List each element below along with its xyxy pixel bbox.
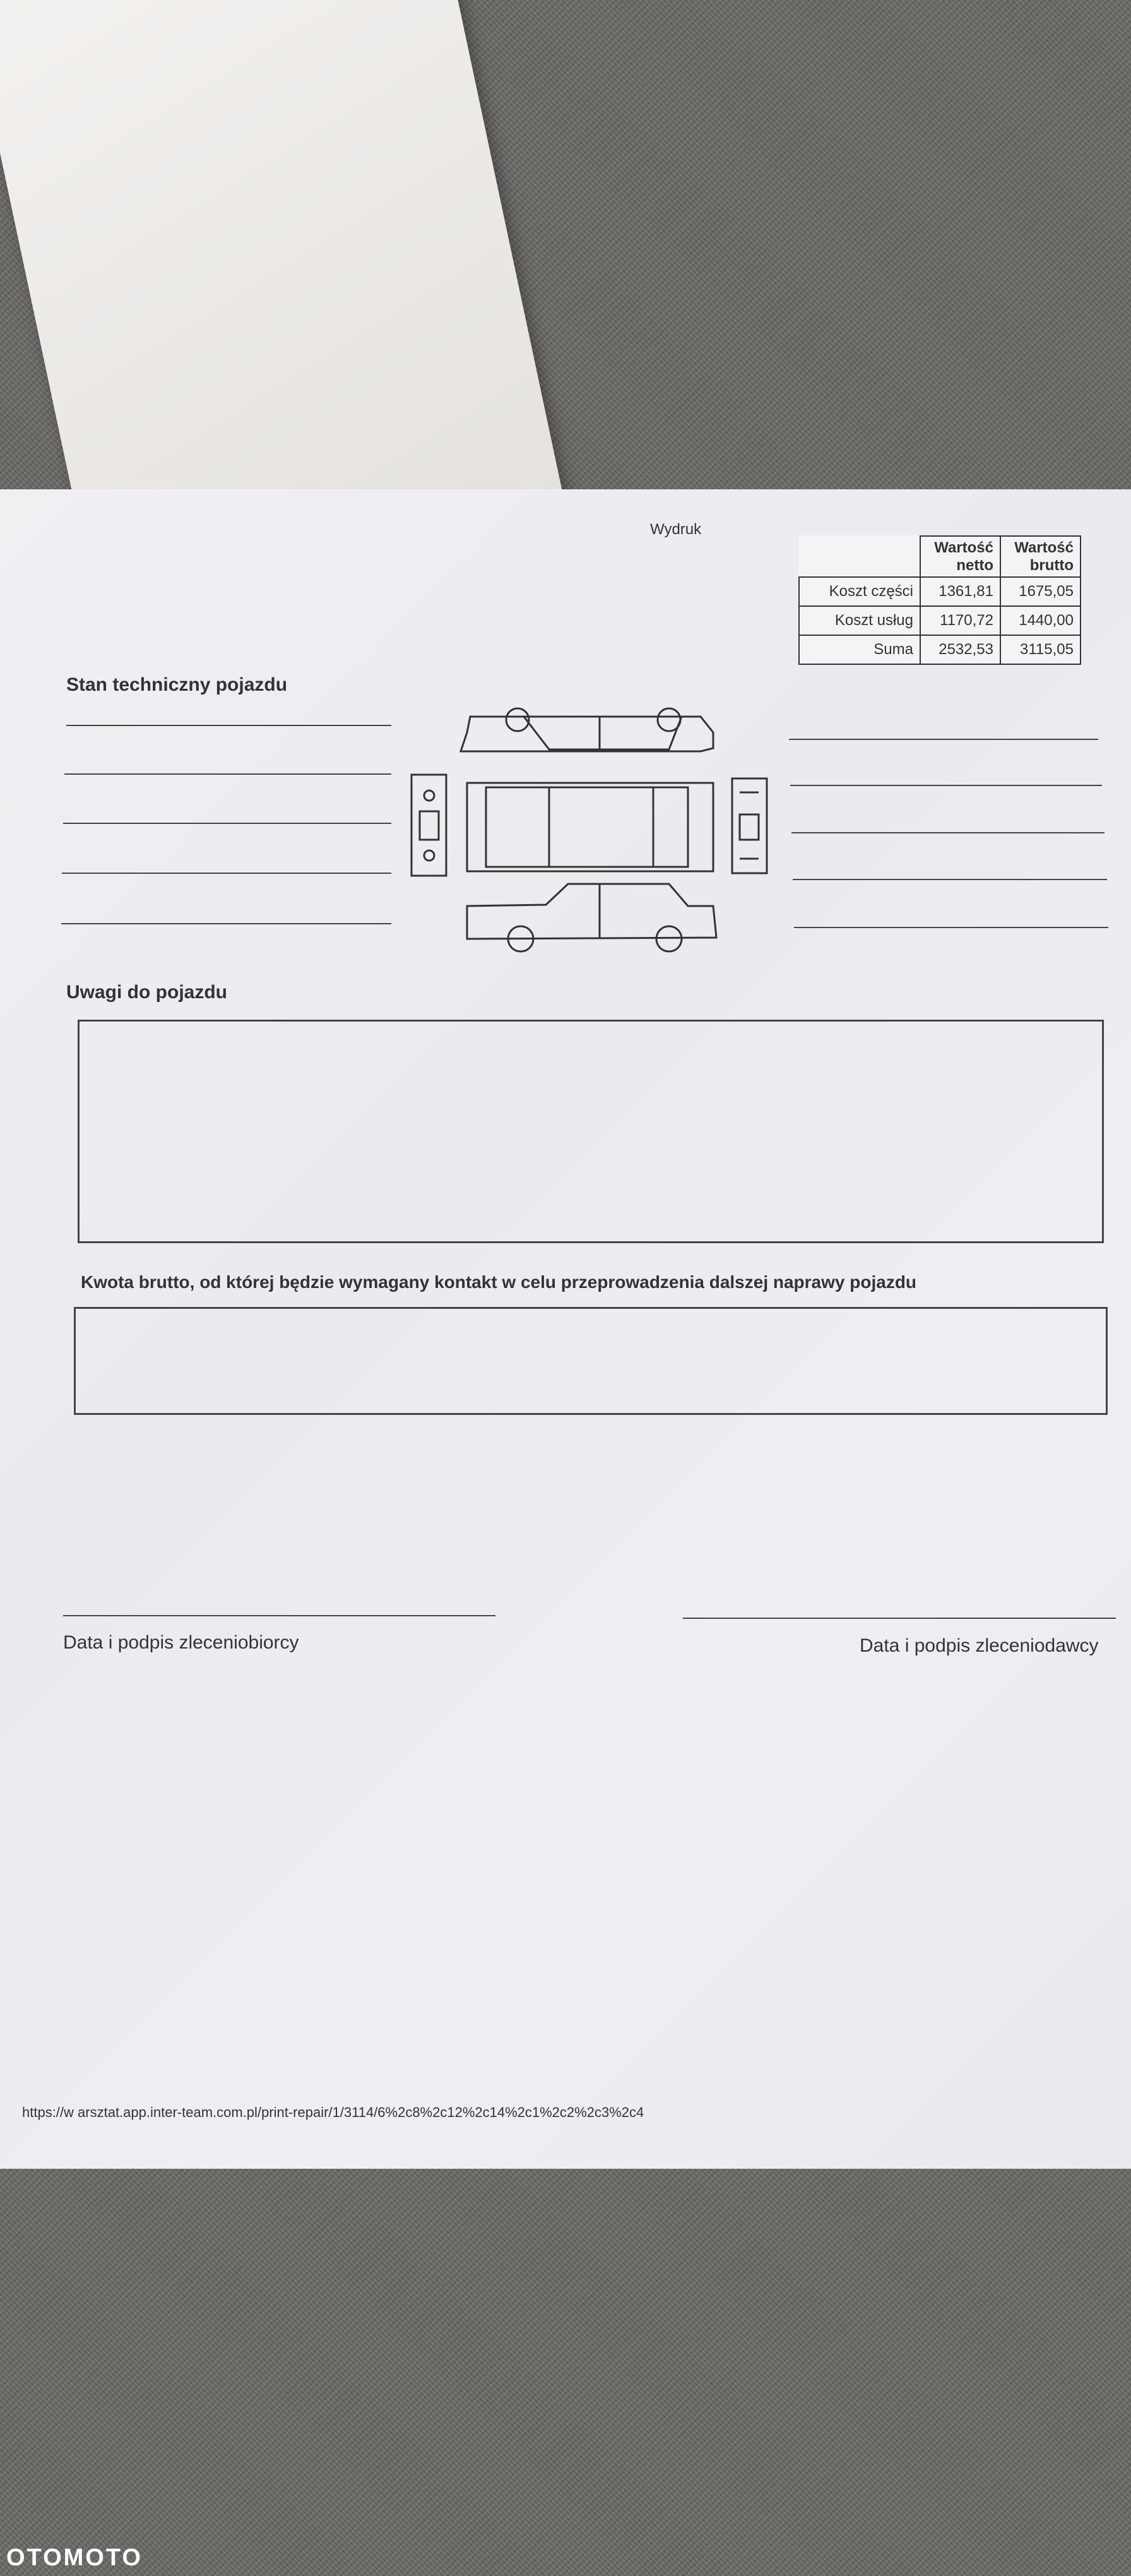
signature-label-client: Data i podpis zleceniodawcy: [860, 1635, 1099, 1656]
section-vehicle-notes: Uwagi do pojazdu: [66, 982, 227, 1003]
row-netto: 1170,72: [920, 606, 1000, 635]
gross-amount-box[interactable]: [74, 1307, 1108, 1415]
writing-line: [791, 832, 1104, 833]
section-technical-state: Stan techniczny pojazdu: [66, 674, 288, 695]
row-label: Suma: [799, 635, 920, 664]
header-netto: Wartość netto: [920, 536, 1000, 577]
vehicle-notes-box[interactable]: [78, 1020, 1104, 1243]
row-brutto: 1675,05: [1000, 577, 1081, 606]
cost-table: [798, 535, 1081, 665]
writing-line: [66, 725, 391, 726]
writing-line: [794, 927, 1108, 928]
writing-line: [793, 879, 1107, 880]
print-label: Wydruk: [650, 521, 702, 538]
table-row: [799, 635, 1081, 664]
signature-line-client: [683, 1618, 1116, 1619]
row-netto: 2532,53: [920, 635, 1000, 664]
table-row: [799, 606, 1081, 635]
writing-line: [64, 773, 391, 775]
otomoto-watermark: OTOMOTO: [6, 2544, 143, 2571]
signature-label-contractor: Data i podpis zleceniobiorcy: [63, 1632, 299, 1653]
row-brutto: 1440,00: [1000, 606, 1081, 635]
cost-table-corner: [799, 536, 920, 577]
row-label: Koszt części: [799, 577, 920, 606]
writing-line: [62, 873, 391, 874]
cost-table-header-row: [799, 536, 1081, 577]
row-label: Koszt usług: [799, 606, 920, 635]
row-netto: 1361,81: [920, 577, 1000, 606]
footer-url: https://w arsztat.app.inter-team.com.pl/print-repair/1/3114/6%2c8%2c12%2c14%2c1%2c2%2c3%2c4: [22, 2104, 644, 2120]
row-brutto: 3115,05: [1000, 635, 1081, 664]
writing-line: [789, 739, 1098, 740]
writing-line: [790, 785, 1102, 786]
header-brutto: Wartość brutto: [1000, 536, 1081, 577]
section-gross-amount: Kwota brutto, od której będzie wymagany kontakt w celu przeprowadzenia dalszej naprawy pojazdu: [81, 1272, 917, 1292]
writing-line: [63, 823, 391, 824]
car-diagram-icon: [404, 704, 783, 957]
signature-line-contractor: [63, 1615, 495, 1616]
writing-line: [61, 923, 391, 924]
table-row: [799, 577, 1081, 606]
